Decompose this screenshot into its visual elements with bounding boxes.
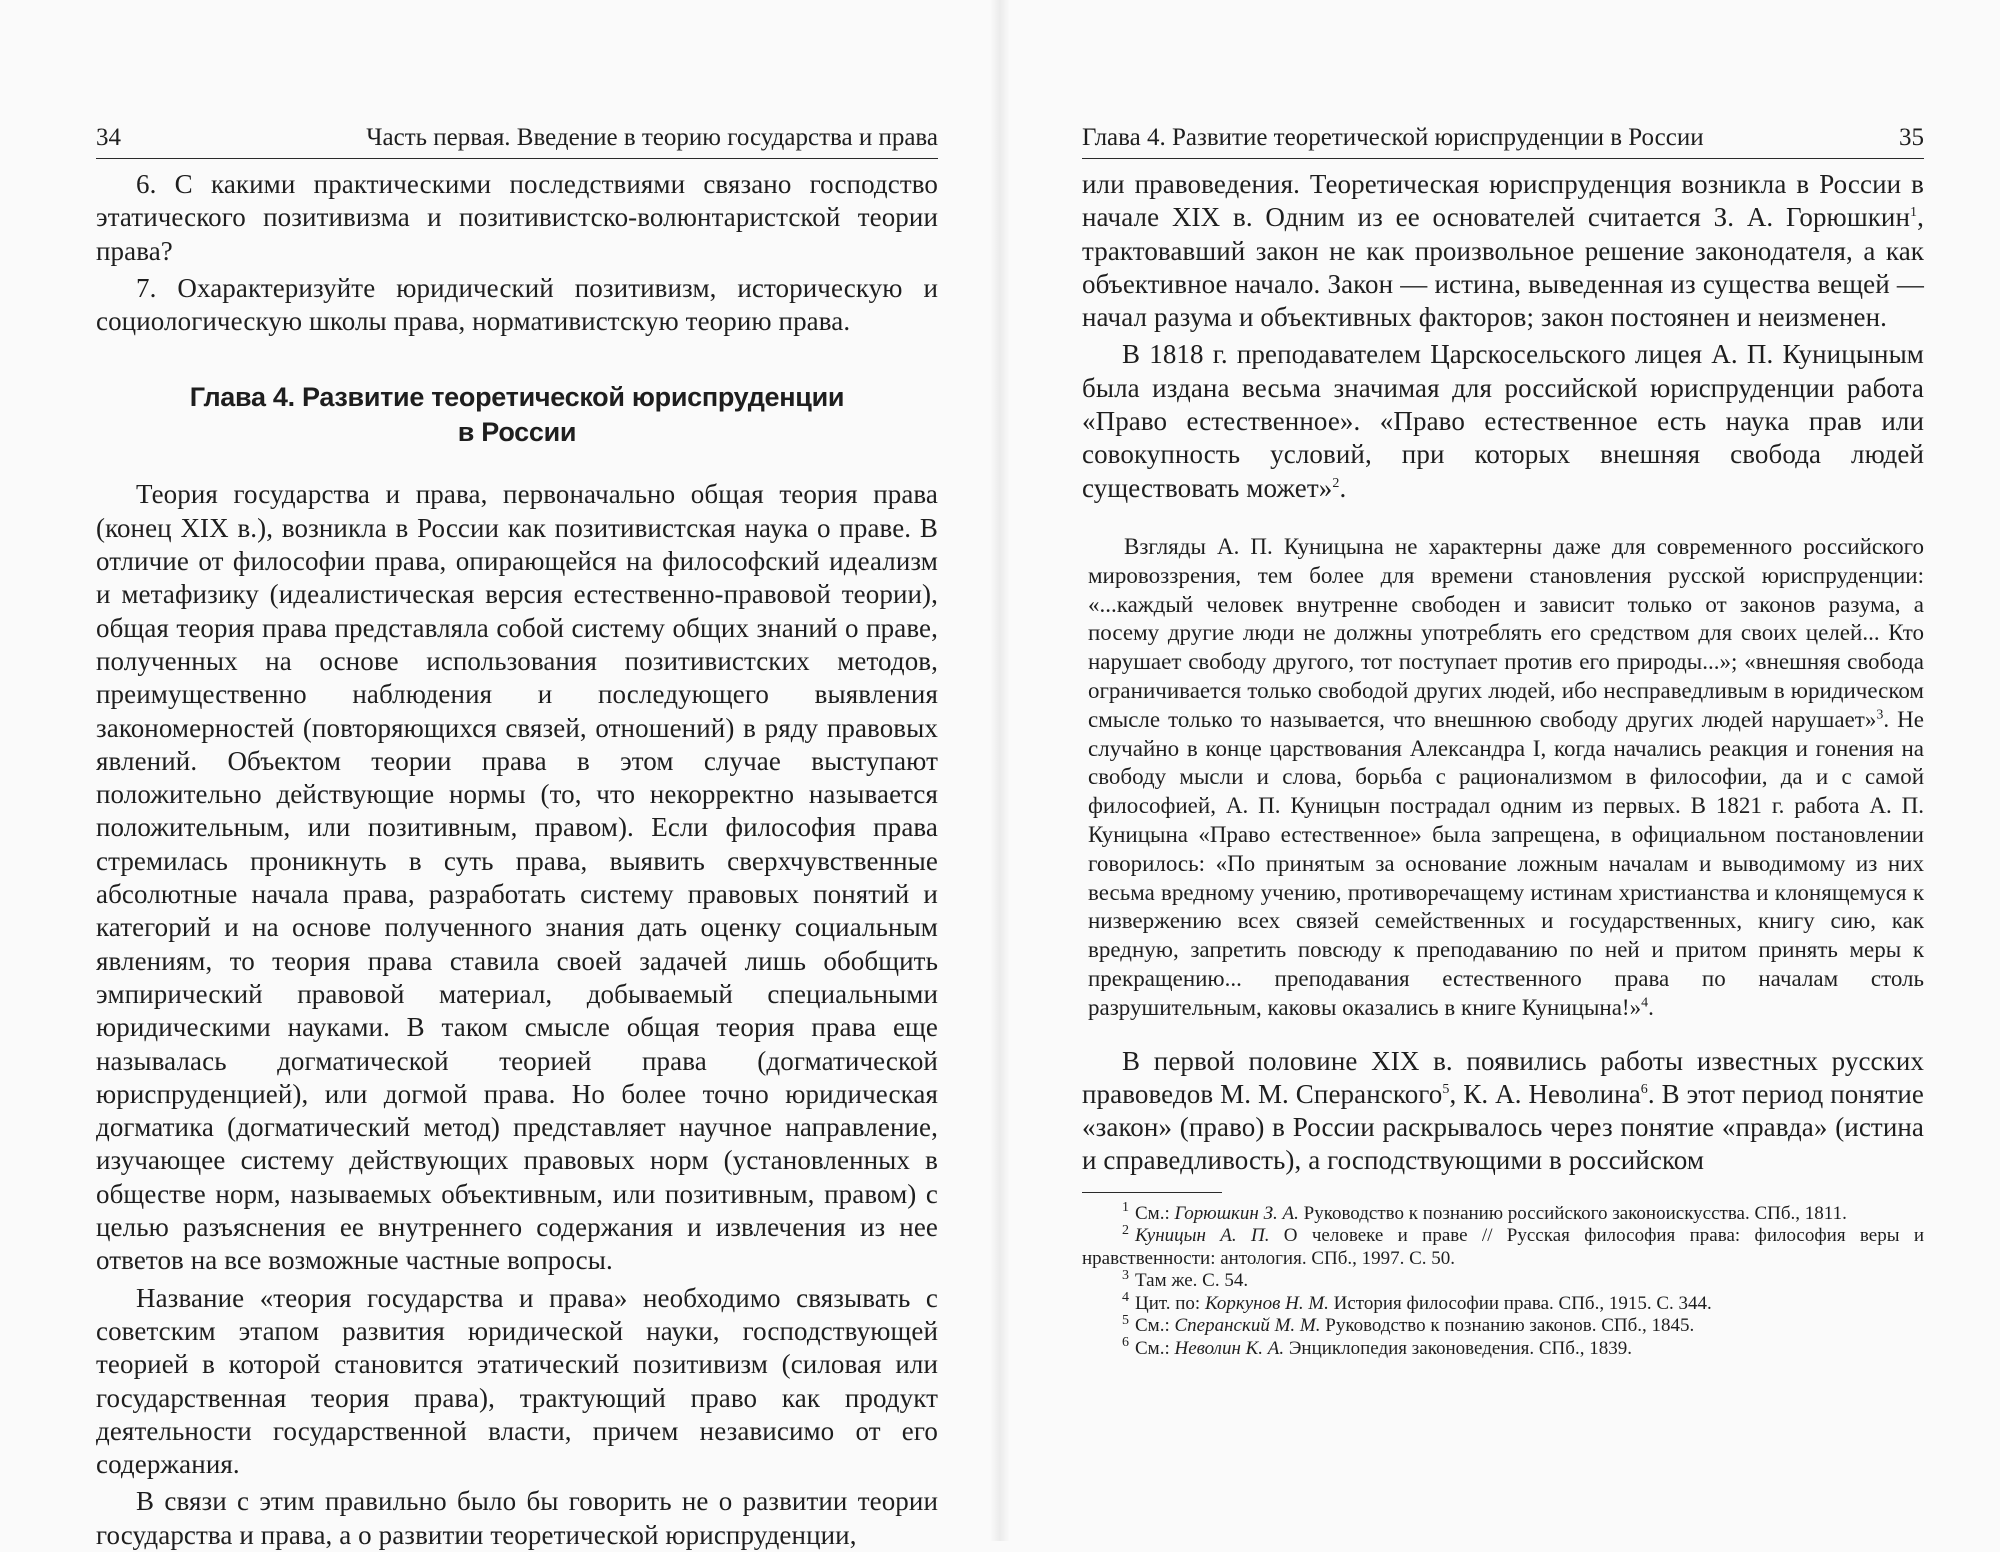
book-gutter (990, 0, 1010, 1541)
right-running-header (1082, 118, 1924, 159)
text-run: В первой половине XIX в. появились работы известных русских правоведов М. М. Сперанского (1082, 1045, 1924, 1109)
text-run: . Не случайно в конце царствования Александра I, когда начались реакция и гонения на свободу мысли и слова, борьба с рационализмом в философии, да и с самой философией, А. П. Куницын пострадал одним из первых. В 1821 г. работа А. П. Куницына «Право естественное» была запрещена, в официальном постановлении говорилось: «По принятым за основание ложным началам и выводимому из них весьма вредному учению, противоречащему истинам христианства и клонящемуся к низвержению всех связей семейственных и государственных, книгу сию, как вредную, запретить повсюду к преподаванию по ней и притом принять меры к прекращению... преподавания естественного права по началам столь разрушительным, каковы оказались в книге Куницына!» (1088, 706, 1924, 1020)
footnote-author: Коркунов Н. М. (1204, 1292, 1329, 1314)
right-paragraph-3 (1082, 1045, 1924, 1178)
question-6: 6. С какими практическими последствиями связано господство этатического позитивизма и позитивистско-волюнтаристской теории права? (96, 169, 938, 266)
footnote-text: Руководство к познанию российского законоискусства. СПб., 1811. (1298, 1202, 1847, 1224)
left-paragraph-2: Название «теория государства и права» необходимо связывать с советским этапом развития юридической науки, господствующей теорией в которой становится этатический позитивизм (силовая или государственная теория права), трактующий право как продукт деятельности государственной власти, причем независимо от его содержания. (96, 1282, 938, 1480)
left-paragraph-3: В связи с этим правильно было бы говорить не о развитии теории государства и права, а о развитии теоретической юриспруденции, (96, 1486, 938, 1550)
footnote-divider (1082, 1192, 1222, 1193)
right-page-content (1082, 168, 1924, 1360)
footnote-text: Руководство к познанию законов. СПб., 1845. (1320, 1315, 1695, 1337)
footnote-ref-6: 6 (1640, 1081, 1648, 1097)
footnote-ref-1: 1 (1910, 205, 1918, 221)
footnote-author: Неволин К. А. (1174, 1337, 1285, 1359)
chapter-heading (96, 380, 938, 450)
quotation-block (1082, 533, 1924, 1023)
left-page-number: 34 (96, 124, 121, 151)
footnote-number: 2 (1122, 1222, 1129, 1238)
left-running-title: Часть первая. Введение в теорию государства и права (366, 124, 938, 151)
footnote-ref-5: 5 (1442, 1081, 1450, 1097)
footnote-ref-2: 2 (1332, 475, 1340, 491)
text-run: . (1339, 472, 1347, 503)
footnote-author: Куницын А. П. (1135, 1225, 1270, 1247)
right-page-number: 35 (1899, 124, 1924, 151)
footnote-2 (1082, 1222, 1924, 1270)
right-paragraph-1 (1082, 168, 1924, 334)
footnote-prefix: Там же. С. 54. (1135, 1270, 1249, 1292)
text-run: Взгляды А. П. Куницына не характерны даже для современного российского мировоззрения, тем более для времени становления русской юриспруденции: «...каждый человек внутренне свободен и зависит только от законов разума, а посему другие люди не должны употреблять его средством для своих целей... Кто нарушает свободу другого, тот поступает против его природы...»; «внешняя свобода ограничивается только свободой других людей, ибо несправедливым в юридическом смысле только то называется, что внешнюю свободу других людей нарушает» (1088, 533, 1924, 732)
footnote-prefix: Цит. по: (1135, 1292, 1205, 1314)
left-paragraph-1: Теория государства и права, первоначально общая теория права (конец XIX в.), возникла в России как позитивистская наука о праве. В отличие от философии права, опирающейся на философский идеализм и метафизику (идеалистическая версия естественно-правовой теории), общая теория права представляла собой систему общих знаний о праве, полученных на основе использования позитивистских методов, преимущественно наблюдения и последующего выявления закономерностей (повторяющихся связей, отношений) в ряду правовых явлений. Объектом теории права в этом случае выступают положительно действующие нормы (то, что некорректно называется положительным, или позитивным, правом). Если философия права стремилась проникнуть в суть права, выявить сверхчувственные абсолютные начала права, разработать систему правовых понятий и категорий и на основе полученного знания дать оценку социальным явлениям, то теория права ставила своей задачей лишь обобщить эмпирический правовой материал, добываемый специальными юридическими науками. В таком смысле общая теория права еще называлась догматической теорией права (догматической юриспруденцией), или догмой права. Но более точно юридическая догматика (догматический метод) представляет научное направление, изучающее систему действующих правовых норм (установленных в обществе норм, называемых объективным, или позитивным, правом) с целью разъяснения ее внутреннего содержания и извлечения из нее ответов на все возможные частные вопросы. (96, 479, 938, 1276)
text-run: , трактовавший закон не как произвольное решение законодателя, а как объективное начало. Закон — истина, выведенная из существа вещей — начал разума и объективных факторов; закон постоянен и неизменен. (1082, 202, 1924, 333)
footnote-3 (1082, 1267, 1924, 1293)
text-run: или правоведения. Теоретическая юриспруденция возникла в России в начале XIX в. Одним из ее основателей считается З. А. Горюшкин (1082, 169, 1924, 233)
right-paragraph-2 (1082, 338, 1924, 504)
footnotes (1082, 1200, 1924, 1361)
footnote-5 (1082, 1312, 1924, 1338)
left-page-content (96, 168, 938, 1552)
footnote-1 (1082, 1200, 1924, 1226)
footnote-author: Сперанский М. М. (1174, 1315, 1321, 1337)
footnote-number: 6 (1122, 1335, 1129, 1351)
right-running-title: Глава 4. Развитие теоретической юриспруденции в России (1082, 124, 1704, 151)
footnote-prefix: См.: (1135, 1202, 1175, 1224)
footnote-prefix: См.: (1135, 1337, 1175, 1359)
footnote-author: Горюшкин З. А. (1174, 1202, 1299, 1224)
footnote-text: История философии права. СПб., 1915. С. 344. (1328, 1292, 1712, 1314)
footnote-text: Энциклопедия законоведения. СПб., 1839. (1284, 1337, 1632, 1359)
footnote-number: 1 (1122, 1200, 1129, 1216)
footnote-number: 4 (1122, 1290, 1129, 1306)
footnote-prefix: См.: (1135, 1315, 1175, 1337)
question-7: 7. Охарактеризуйте юридический позитивизм, историческую и социологическую школы права, нормативистскую теорию права. (96, 272, 938, 337)
text-run: , К. А. Неволина (1449, 1078, 1641, 1109)
footnote-6 (1082, 1335, 1924, 1361)
text-run: . В этот период понятие «закон» (право) в России раскрывалось через понятие «правда» (истина и справедливость), а господствующими в российском (1082, 1078, 1924, 1176)
footnote-ref-4: 4 (1641, 995, 1649, 1011)
footnote-number: 5 (1122, 1312, 1129, 1328)
text-run: . (1648, 994, 1654, 1020)
footnote-number: 3 (1122, 1267, 1129, 1283)
left-running-header (96, 118, 938, 159)
footnote-ref-3: 3 (1876, 707, 1884, 723)
footnote-text: О человеке и праве // Русская философия права: философия веры и нравственности: антология. СПб., 1997. С. 50. (1082, 1225, 1924, 1269)
chapter-title-line1: Глава 4. Развитие теоретической юриспруденции (189, 382, 845, 413)
text-run: В 1818 г. преподавателем Царскосельского лицея А. П. Куницыным была издана весьма значимая для российской юриспруденции работа «Право естественное». «Право естественное есть наука прав или совокупность условий, при которых внешняя свобода людей существовать может» (1082, 339, 1924, 503)
chapter-title-line2: в России (457, 417, 577, 448)
footnote-4 (1082, 1290, 1924, 1316)
